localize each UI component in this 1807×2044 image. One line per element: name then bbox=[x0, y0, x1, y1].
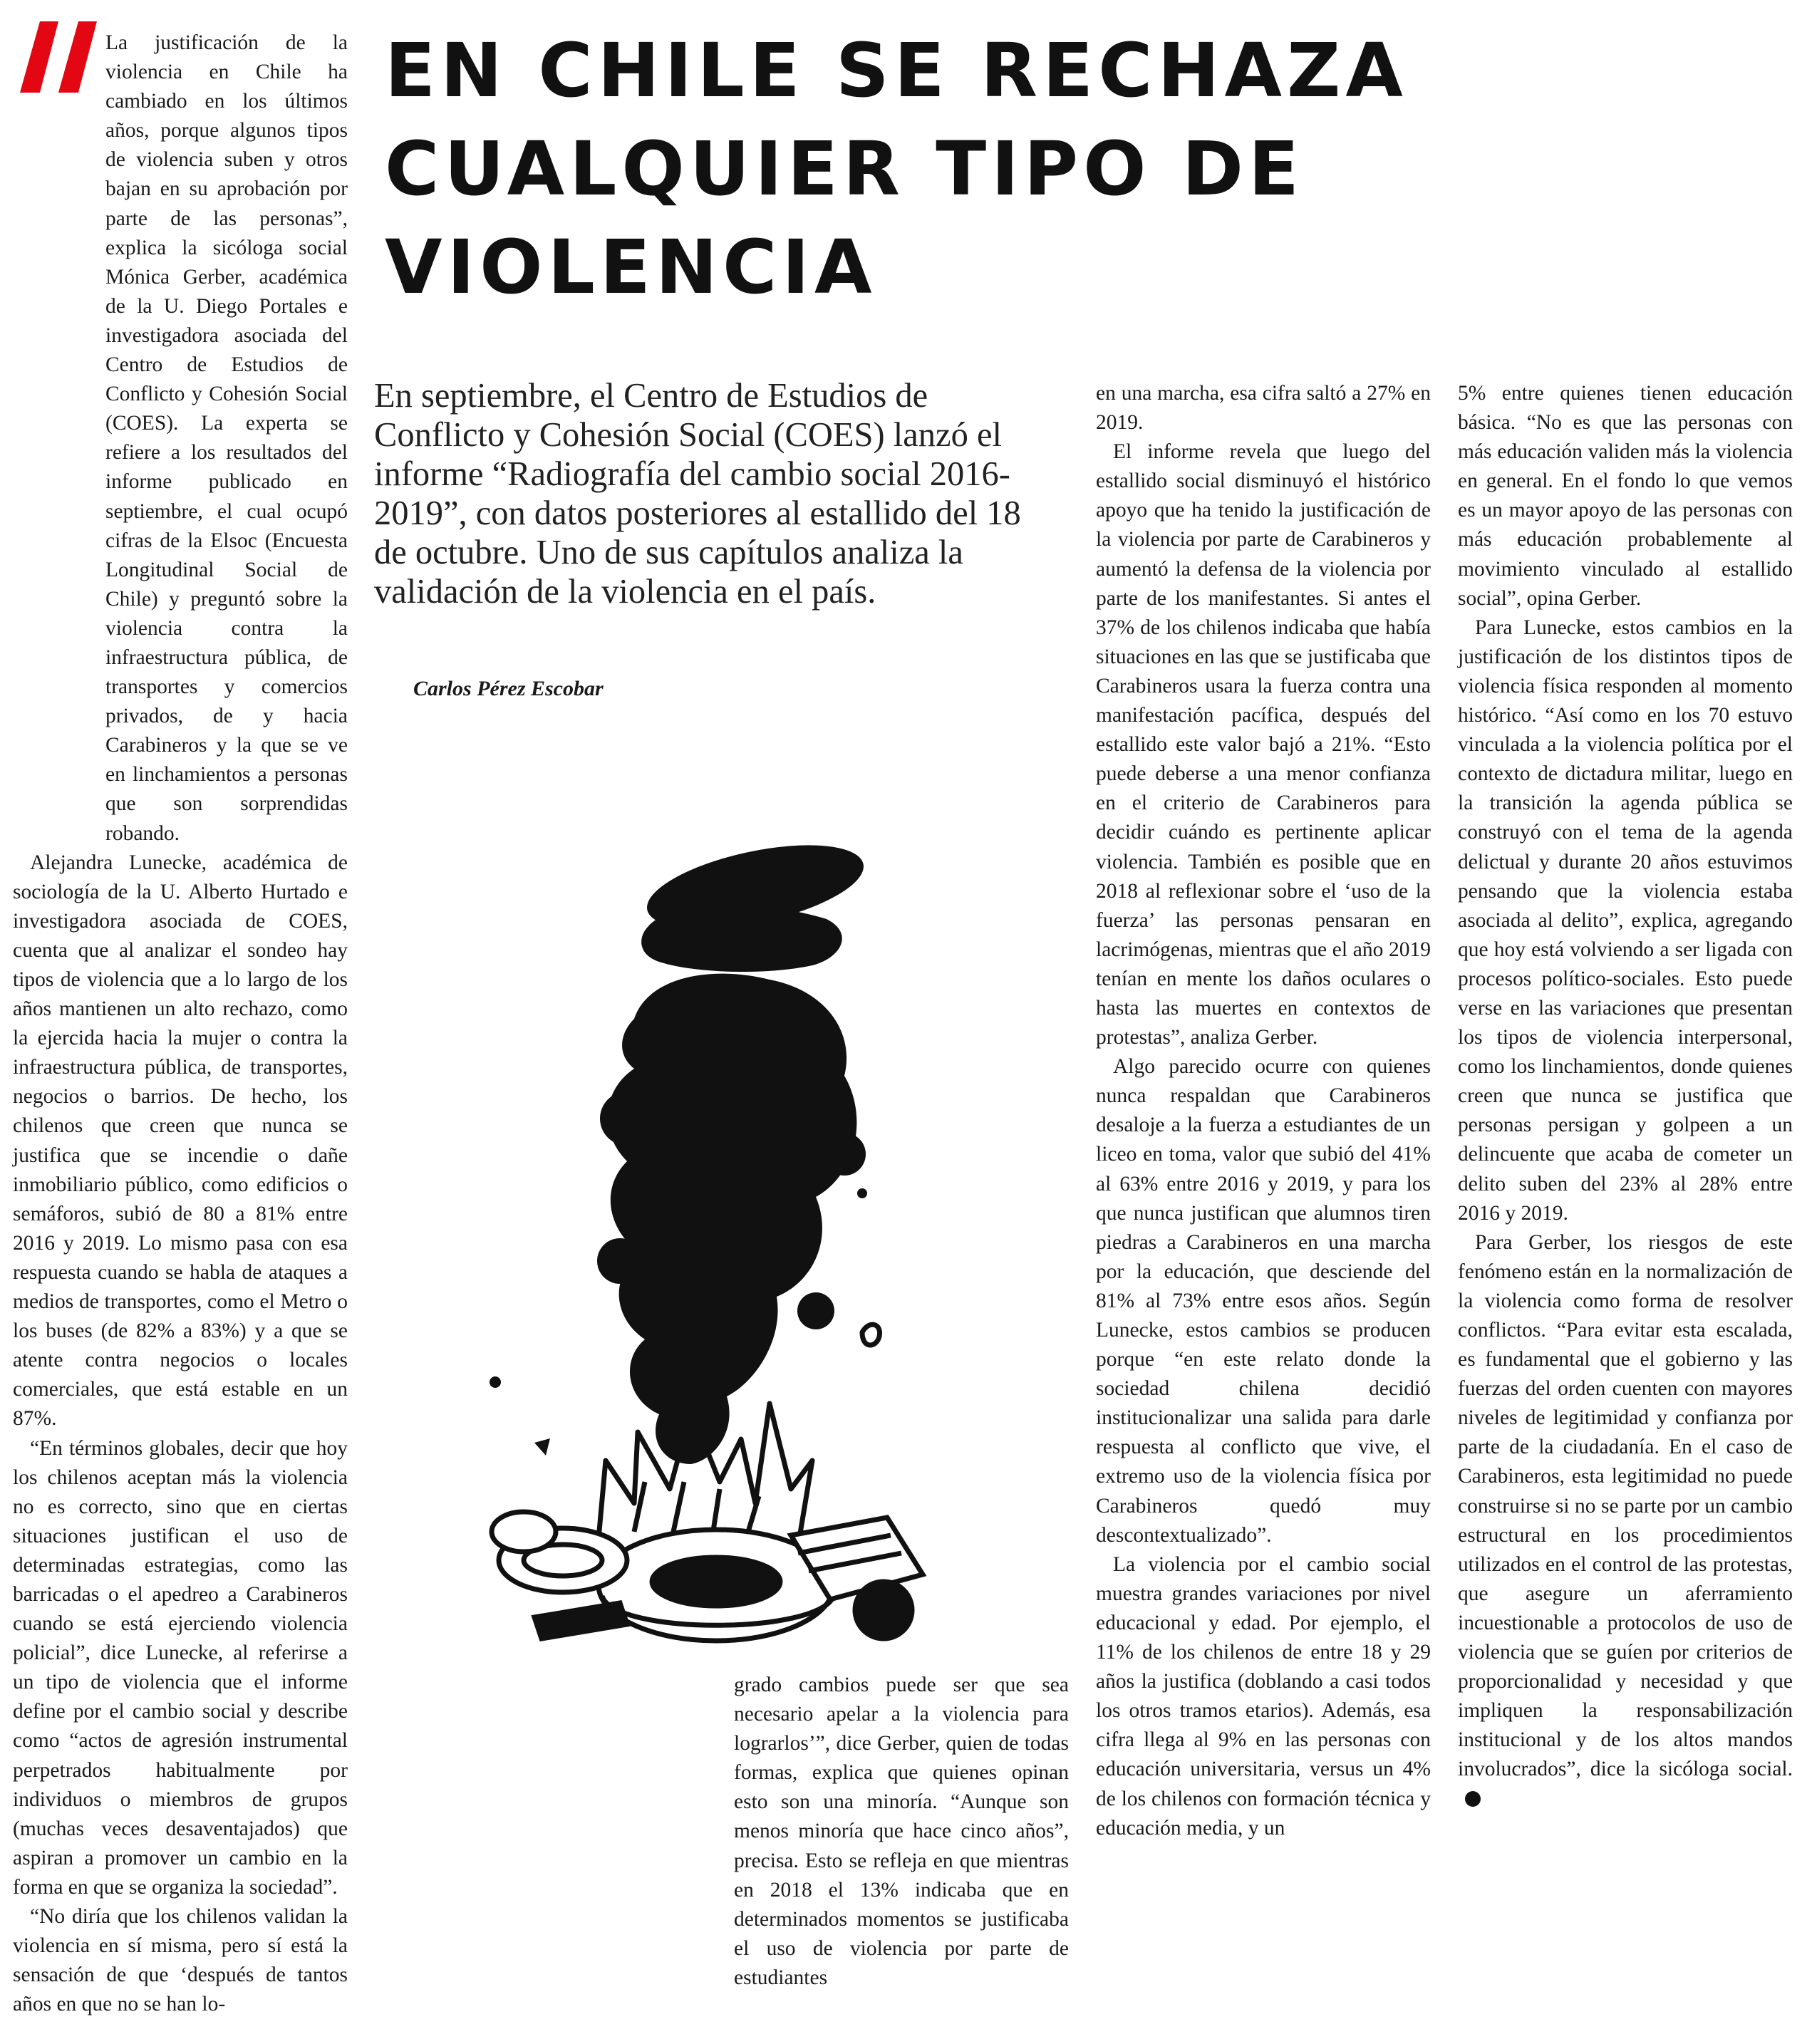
paragraph: “No diría que los chilenos validan la violencia en sí misma, pero sí está la sensación de que ‘después de tantos años en que no se han lo- bbox=[13, 1905, 348, 2016]
paragraph: La justificación de la violencia en Chile ha cambiado en los últimos años, porque algunos tipos de violencia suben y otros bajan en su aprobación por parte de las personas”, explica la sicóloga social Mónica Gerber, académica de la U. Diego Portales e investigadora asociada del Centro de Estudios de Conflicto y Cohesión Social (COES). La experta se refiere a los resultados del informe publicado en septiembre, el cual ocupó cifras de la Elsoc (Encuesta Longitudinal Social de Chile) y preguntó sobre la violencia contra la infraestructura pública, de transportes y comercios privados, de y hacia Carabineros y la que se ve en linchamientos a personas que son sorprendidas robando. bbox=[105, 31, 348, 845]
paragraph-text: Para Gerber, los riesgos de este fenómeno están en la normalización de la violencia como forma de resolver conflictos. “Para evitar esta escalada, es fundamental que el gobierno y las fuerzas del orden cuenten con mayores niveles de legitimidad y confianza por parte de la ciudadanía. En el caso de Carabineros, esta legitimidad no puede construirse si no se parte por un cambio estructural en los procedimientos utilizados en el control de las protestas, que asegure un aferramiento incuestionable a protocolos de uso de violencia que se guíen por criterios de proporcionalidad y necesidad y que impliquen la responsabilización institucional y de los altos mandos involucrados”, dice la sicóloga social. bbox=[1458, 1230, 1793, 1781]
paragraph: “En términos globales, decir que hoy los chilenos aceptan más la violencia no es correcto, sino que en ciertas situaciones justifican el uso de determinadas estrategias, como las barricadas o el apedreo a Carabineros cuando se está ejerciendo violencia policial”, dice Lunecke, al referirse a un tipo de violencia que el informe define por el cambio social y describe como “actos de agresión instrumental perpetrados habitualmente por individuos o miembros de grupos (muchas veces desaventajados) que aspiran a promover un cambio en la forma en que se organiza la sociedad”. bbox=[13, 1436, 348, 1899]
burning-barricade-illustration bbox=[456, 819, 969, 1667]
paragraph: Algo parecido ocurre con quienes nunca respaldan que Carabineros desaloje a la fuerza a estudiantes de un liceo en toma, valor que subió del 41% al 63% entre 2016 y 2019, y para los que nunca justifican que alumnos tiren piedras a Carabineros en una marcha por la educación, que desciende del 81% al 73% entre esos años. Según Lunecke, estos cambios se producen porque “en este relato donde la sociedad chilena decidió institucionalizar una salida para darle respuesta al conflicto que vive, el extremo uso de la violencia física por Carabineros quedó muy descontextualizado”. bbox=[1096, 1055, 1431, 1547]
lede: En septiembre, el Centro de Estudios de Conflicto y Cohesión Social (COES) lanzó el informe “Radiografía del cambio social 2016-2019”, con datos posteriores al estallido del 18 de octubre. Uno de sus capítulos analiza la validación de la violencia en el país. bbox=[374, 377, 1021, 611]
paragraph: La violencia por el cambio social muestra grandes variaciones por nivel educacional y edad. Por ejemplo, el 11% de los chilenos de entre 18 y 29 años la justifica (doblando a casi todos los otros tramos etarios). Además, esa cifra llega al 9% en las personas con educación universitaria, versus un 4% de los chilenos con formación técnica y educación media, y un bbox=[1096, 1552, 1431, 1840]
article-column-1 bbox=[13, 28, 348, 2019]
paragraph bbox=[1458, 1228, 1793, 1814]
paragraph: grado cambios puede ser que sea necesario apelar a la violencia para lograrlos’”, dice Gerber, quien de todas formas, explica que quienes opinan esto son una minoría. “Aunque son menos minoría que hace cinco años”, precisa. Esto se refleja en que mientras en 2018 el 13% indicaba que en determinados momentos se justificaba el uso de violencia por parte de estudiantes bbox=[734, 1674, 1069, 1989]
article-column-4 bbox=[1458, 379, 1793, 1814]
paragraph: en una marcha, esa cifra saltó a 27% en 2019. bbox=[1096, 382, 1431, 435]
end-mark-icon bbox=[1465, 1791, 1481, 1807]
article-column-3 bbox=[1096, 379, 1431, 1843]
paragraph: El informe revela que luego del estallido social disminuyó el histórico apoyo que ha tenido la justificación de la violencia por parte de Carabineros y aumentó la defensa de la violencia por parte de los manifestantes. Si antes el 37% de los chilenos indicaba que había situaciones en las que se justificaba que Carabineros usara la fuerza contra una manifestación pacífica, después del estallido este valor bajó a 21%. “Esto puede deberse a una menor confianza en el criterio de Carabineros para decidir cuándo es pertinente aplicar violencia. También es posible que en 2018 al reflexionar sobre el ‘uso de la fuerza’ las personas pensaran en lacrimógenas, mientras que el año 2019 tenían en mente los daños oculares o hasta las muertes en contextos de protestas”, analiza Gerber. bbox=[1096, 440, 1431, 1049]
byline: Carlos Pérez Escobar bbox=[413, 677, 604, 700]
article-column-2 bbox=[734, 1671, 1069, 1993]
headline: EN CHILE SE RECHAZA CUALQUIER TIPO DE VIOLENCIA bbox=[385, 27, 1408, 311]
paragraph: 5% entre quienes tienen educación básica. “No es que las personas con más educación validen más la violencia en general. En el fondo lo que vemos es un mayor apoyo de las personas con más educación probablemente al movimiento vinculado al estallido social”, opina Gerber. bbox=[1458, 382, 1793, 610]
paragraph: Para Lunecke, estos cambios en la justificación de los distintos tipos de violencia física responden al momento histórico. “Así como en los 70 estuvo vinculada a la violencia política por el contexto de dictadura militar, luego en la transición la agenda pública se construyó con el tema de la agenda delictual y durante 20 años estuvimos pensando que la violencia estaba asociada al delito”, explica, agregando que hoy está volviendo a ser ligada con procesos político-sociales. Esto puede verse en las variaciones que presentan los tipos de violencia interpersonal, como los linchamientos, donde quienes creen que nunca se justifica que personas persigan y golpeen a un delincuente que acaba de cometer un delito suben del 23% al 28% entre 2016 y 2019. bbox=[1458, 616, 1793, 1225]
paragraph: Alejandra Lunecke, académica de sociología de la U. Alberto Hurtado e investigadora asociada de COES, cuenta que al analizar el sondeo hay tipos de violencia que a lo largo de los años mantienen un alto rechazo, como la ejercida hacia la mujer o contra la infraestructura pública, de transportes, negocios o barrios. De hecho, los chilenos que creen que nunca se justifica que se incendie o dañe inmobiliario público, como edificios o semáforos, subió de 80 a 81% entre 2016 y 2019. Lo mismo pasa con esa respuesta cuando se habla de ataques a medios de transportes, como el Metro o los buses (de 82% a 83%) y a que se atente contra negocios o locales comerciales, que está estable en un 87%. bbox=[13, 851, 348, 1431]
